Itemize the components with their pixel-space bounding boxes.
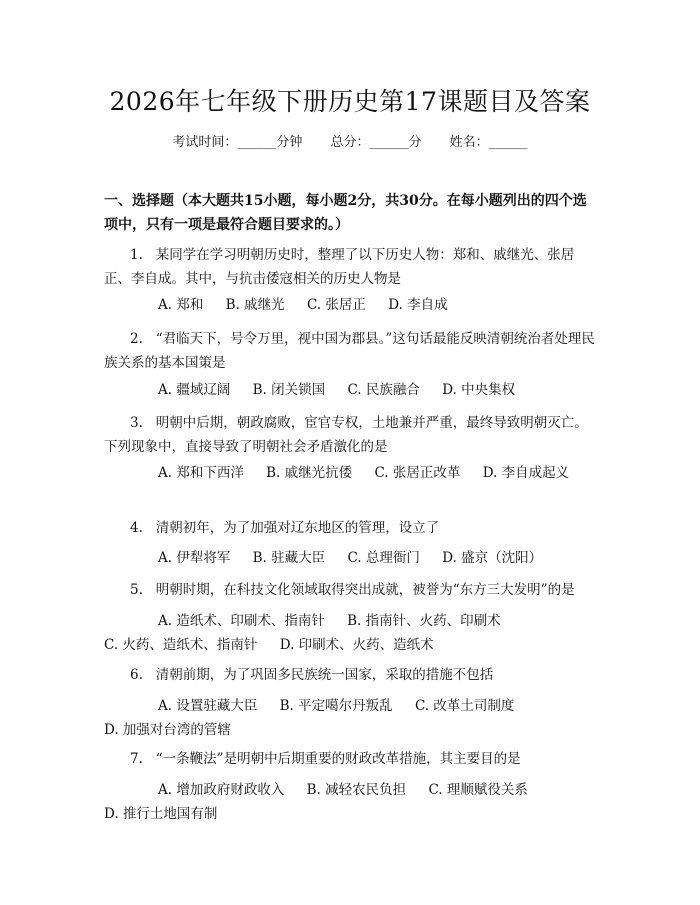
option-d: D. 推行土地国有制 — [104, 806, 218, 822]
question-stem: 5. 明朝时期，在科技文化领域取得突出成就，被誉为“东方三大发明”的是 — [130, 582, 575, 598]
option-d: D. 印刷术、火药、造纸术 — [279, 637, 434, 653]
option-b: B. 戚继光抗倭 — [266, 465, 353, 481]
question-6 — [104, 663, 600, 687]
option-a: A. 郑和下西洋 — [158, 465, 244, 481]
question-4 — [104, 516, 600, 540]
question-5-options — [104, 609, 600, 657]
option-a: A. 造纸术、印刷术、指南针 — [158, 613, 325, 629]
question-stem: 7. “一条鞭法”是明朝中后期重要的财政改革措施，其主要目的是 — [130, 751, 521, 767]
question-1-options — [104, 293, 600, 317]
question-3 — [104, 411, 600, 459]
question-stem: 2. “君临天下，号令万里，视中国为郡县。”这句话最能反映清朝统治者处理民族关系的基本国策是 — [104, 331, 595, 371]
exam-meta — [0, 131, 700, 150]
document-title: 2026年七年级下册历史第17课题目及答案 — [109, 87, 591, 116]
question-6-options — [104, 694, 600, 742]
option-d: D. 李自成 — [388, 297, 448, 313]
option-a: A. 伊犁将军 — [158, 550, 231, 566]
question-2 — [104, 327, 600, 375]
question-3-options — [104, 461, 600, 485]
option-d: D. 中央集权 — [442, 382, 516, 398]
option-a: A. 增加政府财政收入 — [158, 782, 285, 798]
question-2-options — [104, 378, 600, 402]
question-stem: 1. 某同学在学习明朝历史时，整理了以下历史人物：郑和、戚继光、张居正、李自成。其中，与抗击倭寇相关的历史人物是 — [104, 247, 575, 287]
question-7 — [104, 747, 600, 771]
option-c: C. 张居正改革 — [374, 465, 461, 481]
option-b: B. 戚继光 — [225, 297, 285, 313]
option-b: B. 驻藏大臣 — [252, 550, 326, 566]
question-stem: 3. 明朝中后期，朝政腐败，宦官专权，土地兼并严重，最终导致明朝灭亡。下列现象中，直接导致了明朝社会矛盾激化的是 — [104, 415, 588, 455]
option-c: C. 总理衙门 — [347, 550, 420, 566]
option-b: B. 指南针、火药、印刷术 — [347, 613, 501, 629]
name-field: 姓名：______ — [449, 135, 528, 150]
option-d: D. 加强对台湾的管辖 — [104, 722, 231, 738]
question-7-options — [104, 778, 600, 826]
question-5 — [104, 578, 600, 602]
option-a: A. 郑和 — [158, 297, 204, 313]
option-a: A. 设置驻藏大臣 — [158, 698, 258, 714]
option-c: C. 张居正 — [306, 297, 366, 313]
exam-time-field: 考试时间：______分钟 — [172, 135, 303, 150]
question-4-options — [104, 546, 600, 570]
option-c: C. 民族融合 — [347, 382, 420, 398]
option-c: C. 理顺赋役关系 — [428, 782, 528, 798]
total-score-field: 总分：______分 — [330, 135, 422, 150]
question-stem: 4. 清朝初年，为了加强对辽东地区的管理，设立了 — [130, 520, 440, 536]
option-c: C. 改革土司制度 — [414, 698, 515, 714]
option-c: C. 火药、造纸术、指南针 — [104, 637, 258, 653]
option-d: D. 李自成起义 — [482, 465, 570, 481]
section-heading: 一、选择题（本大题共15小题，每小题2分，共30分。在每小题列出的四个选项中，只有一项是最符合题目要求的。） — [104, 193, 587, 233]
option-d: D. 盛京（沈阳） — [442, 550, 543, 566]
question-stem: 6. 清朝前期，为了巩固多民族统一国家，采取的措施不包括 — [130, 667, 494, 683]
option-b: B. 平定噶尔丹叛乱 — [279, 698, 393, 714]
option-b: B. 减轻农民负担 — [306, 782, 407, 798]
option-a: A. 疆域辽阔 — [158, 382, 231, 398]
option-b: B. 闭关锁国 — [252, 382, 326, 398]
question-1 — [104, 243, 600, 291]
